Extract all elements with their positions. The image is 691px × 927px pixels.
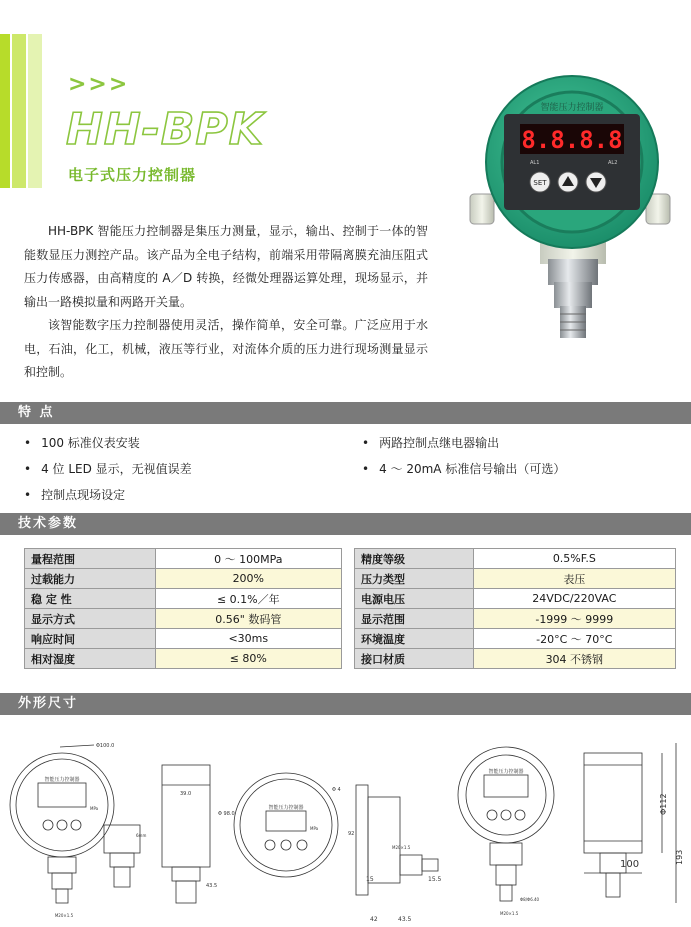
spec-value: -20°C ～ 70°C	[473, 629, 675, 649]
svg-text:6mm: 6mm	[136, 833, 147, 838]
svg-text:SET: SET	[533, 179, 547, 187]
svg-text:MPa: MPa	[90, 806, 99, 811]
spec-key: 相对湿度	[25, 649, 156, 669]
svg-text:Φ112: Φ112	[659, 793, 668, 815]
intro-paragraph: 该智能数字压力控制器使用灵活，操作简单，安全可靠。广泛应用于水电，石油，化工，机械，液压等行业，对流体介质的压力进行现场测量显示和控制。	[24, 318, 428, 379]
drawing-side-3	[584, 743, 684, 903]
section-header-specs: 技术参数	[0, 513, 691, 535]
spec-value: 304 不锈钢	[473, 649, 675, 669]
spec-value: 0.56" 数码管	[155, 609, 341, 629]
spec-value: 24VDC/220VAC	[473, 589, 675, 609]
svg-text:M20×1.5: M20×1.5	[392, 845, 411, 850]
spec-value: 0 ～ 100MPa	[155, 549, 341, 569]
decor-bar	[12, 34, 26, 188]
svg-text:43.5: 43.5	[206, 883, 218, 889]
spec-value: ≤ 80%	[155, 649, 341, 669]
spec-value: ≤ 0.1%／年	[155, 589, 341, 609]
spec-value: -1999 ～ 9999	[473, 609, 675, 629]
drawing-front-2	[234, 773, 338, 877]
product-subtitle: 电子式压力控制器	[68, 166, 197, 184]
feature-item: • 控制点现场设定	[24, 486, 125, 503]
svg-text:Φ 4: Φ 4	[332, 787, 341, 793]
spec-key: 响应时间	[25, 629, 156, 649]
spec-key: 电源电压	[355, 589, 474, 609]
svg-text:M20×1.5: M20×1.5	[500, 911, 519, 916]
spec-key: 显示范围	[355, 609, 474, 629]
spec-table-left	[24, 548, 342, 669]
spec-key: 压力类型	[355, 569, 474, 589]
svg-text:M20×1.5: M20×1.5	[54, 913, 74, 918]
spec-key: 过载能力	[25, 569, 156, 589]
spec-key: 显示方式	[25, 609, 156, 629]
svg-text:Φ8/Φ6.40: Φ8/Φ6.40	[520, 897, 540, 902]
svg-text:AL1: AL1	[530, 160, 540, 166]
drawing-front-3	[458, 747, 554, 916]
svg-text:42: 42	[370, 916, 378, 923]
model-title: HH-BPK	[66, 104, 264, 155]
svg-text:Φ 98.0: Φ 98.0	[218, 811, 235, 817]
section-header-dimensions: 外形尺寸	[0, 693, 691, 715]
spec-key: 环境温度	[355, 629, 474, 649]
svg-text:15.5: 15.5	[428, 876, 442, 883]
spec-key: 稳 定 性	[25, 589, 156, 609]
spec-key: 量程范围	[25, 549, 156, 569]
svg-text:MPa: MPa	[310, 826, 319, 831]
led-display: 8.8.8.8	[521, 126, 623, 154]
svg-text:92: 92	[348, 831, 355, 837]
svg-text:43.5: 43.5	[398, 916, 412, 923]
drawing-side-1	[104, 765, 235, 903]
svg-text:AL2: AL2	[608, 160, 618, 166]
spec-key: 精度等级	[355, 549, 474, 569]
product-image	[468, 74, 678, 344]
svg-text:智能压力控制器: 智能压力控制器	[44, 777, 80, 783]
spec-key: 接口材质	[355, 649, 474, 669]
intro-paragraph: HH-BPK 智能压力控制器是集压力测量，显示，输出、控制于一体的智能数显压力测控产品。该产品为全电子结构，前端采用带隔离膜充油压阻式压力传感器，由高精度的 A／D 转换，经微处理器运算处理，现场显示，并输出一路模拟量和两路开关量。	[24, 224, 428, 309]
feature-item: • 两路控制点继电器输出	[362, 434, 499, 451]
spec-value: <30ms	[155, 629, 341, 649]
decor-bar	[0, 34, 10, 188]
spec-value: 0.5%F.S	[473, 549, 675, 569]
face-label: 智能压力控制器	[540, 103, 604, 113]
intro-text	[24, 220, 428, 385]
spec-value: 200%	[155, 569, 341, 589]
drawing-front-1	[10, 743, 114, 918]
decor-bar	[28, 34, 42, 188]
svg-text:15: 15	[366, 876, 374, 883]
svg-text:100: 100	[620, 859, 640, 870]
arrows-decoration: >>>	[68, 72, 130, 97]
svg-text:智能压力控制器: 智能压力控制器	[488, 769, 524, 775]
dimension-drawings	[0, 725, 691, 925]
feature-item: • 4 位 LED 显示，无视值误差	[24, 460, 192, 477]
spec-value: 表压	[473, 569, 675, 589]
drawing-side-2	[332, 785, 442, 923]
svg-text:193: 193	[675, 849, 684, 865]
feature-item: • 4 ～ 20mA 标准信号输出（可选）	[362, 460, 565, 477]
svg-text:39.0: 39.0	[180, 791, 192, 797]
svg-text:智能压力控制器: 智能压力控制器	[268, 805, 304, 811]
feature-item: • 100 标准仪表安装	[24, 434, 140, 451]
spec-table-right	[354, 548, 676, 669]
svg-text:Φ100.0: Φ100.0	[96, 743, 115, 749]
section-header-features: 特 点	[0, 402, 691, 424]
